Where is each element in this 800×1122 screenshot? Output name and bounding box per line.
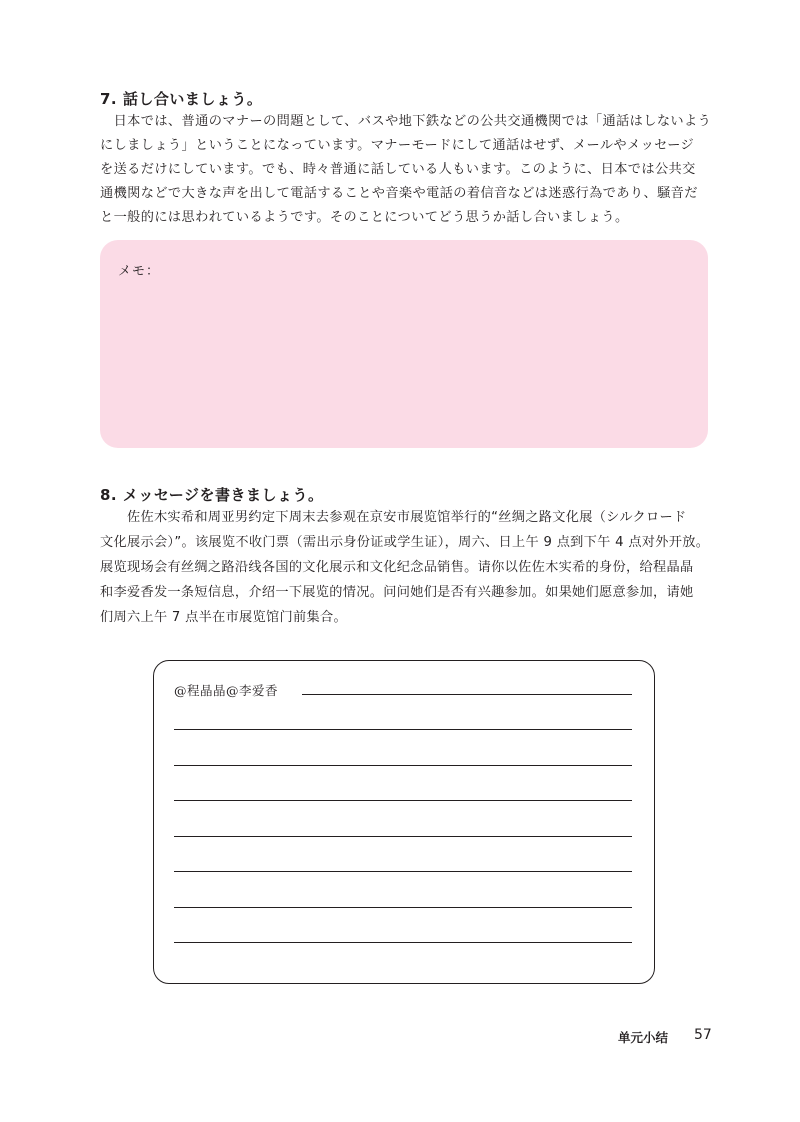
section-8-text-line: 展览现场会有丝绸之路沿线各国的文化展示和文化纪念品销售。请你以佐佐木实希的身份，给程晶晶 bbox=[100, 560, 694, 575]
message-card bbox=[153, 660, 655, 984]
section-8-text-line: 们周六上午 7 点半在市展览馆门前集合。 bbox=[100, 610, 347, 625]
writing-line[interactable] bbox=[174, 729, 632, 730]
section-8-text-line: 佐佐木实希和周亚男约定下周末去参观在京安市展览馆举行的“丝绸之路文化展（シルクロード bbox=[100, 510, 687, 525]
section-7-text-line: と一般的には思われているようです。そのことについてどう思うか話し合いましょう。 bbox=[100, 210, 629, 225]
memo-label: メモ： bbox=[118, 264, 161, 279]
writing-line[interactable] bbox=[174, 907, 632, 908]
section-7-text-line: 日本では、普通のマナーの問題として、バスや地下鉄などの公共交通機関では「通話はしないよう bbox=[100, 114, 712, 129]
writing-line[interactable] bbox=[174, 871, 632, 872]
writing-line[interactable] bbox=[174, 942, 632, 943]
message-recipients: @程晶晶@李爱香 bbox=[174, 683, 279, 698]
section-7-text-line: にしましょう」ということになっています。マナーモードにして通話はせず、メールやメッセージ bbox=[100, 138, 695, 153]
section-8-heading: 8. メッセージを書きましょう。 bbox=[100, 486, 324, 504]
section-7-heading: 7. 話し合いましょう。 bbox=[100, 90, 263, 108]
footer-unit-label: 单元小结 bbox=[618, 1030, 669, 1045]
writing-line[interactable] bbox=[174, 765, 632, 766]
writing-line[interactable] bbox=[174, 800, 632, 801]
section-7-text-line: 通機関などで大きな声を出して電話することや音楽や電話の着信音などは迷惑行為であり、騒音だ bbox=[100, 186, 698, 201]
section-8-text-line: 和李爱香发一条短信息，介绍一下展览的情况。问问她们是否有兴趣参加。如果她们愿意参加，请她 bbox=[100, 585, 694, 600]
section-7-text-line: を送るだけにしています。でも、時々普通に話している人もいます。このように、日本では公共交 bbox=[100, 162, 696, 177]
memo-box[interactable] bbox=[100, 240, 708, 448]
writing-line[interactable] bbox=[302, 694, 632, 695]
writing-line[interactable] bbox=[174, 836, 632, 837]
page-number: 57 bbox=[694, 1027, 712, 1043]
section-8-text-line: 文化展示会）”。该展览不收门票（需出示身份证或学生证），周六、日上午 9 点到下午 4 点对外开放。 bbox=[100, 535, 710, 550]
